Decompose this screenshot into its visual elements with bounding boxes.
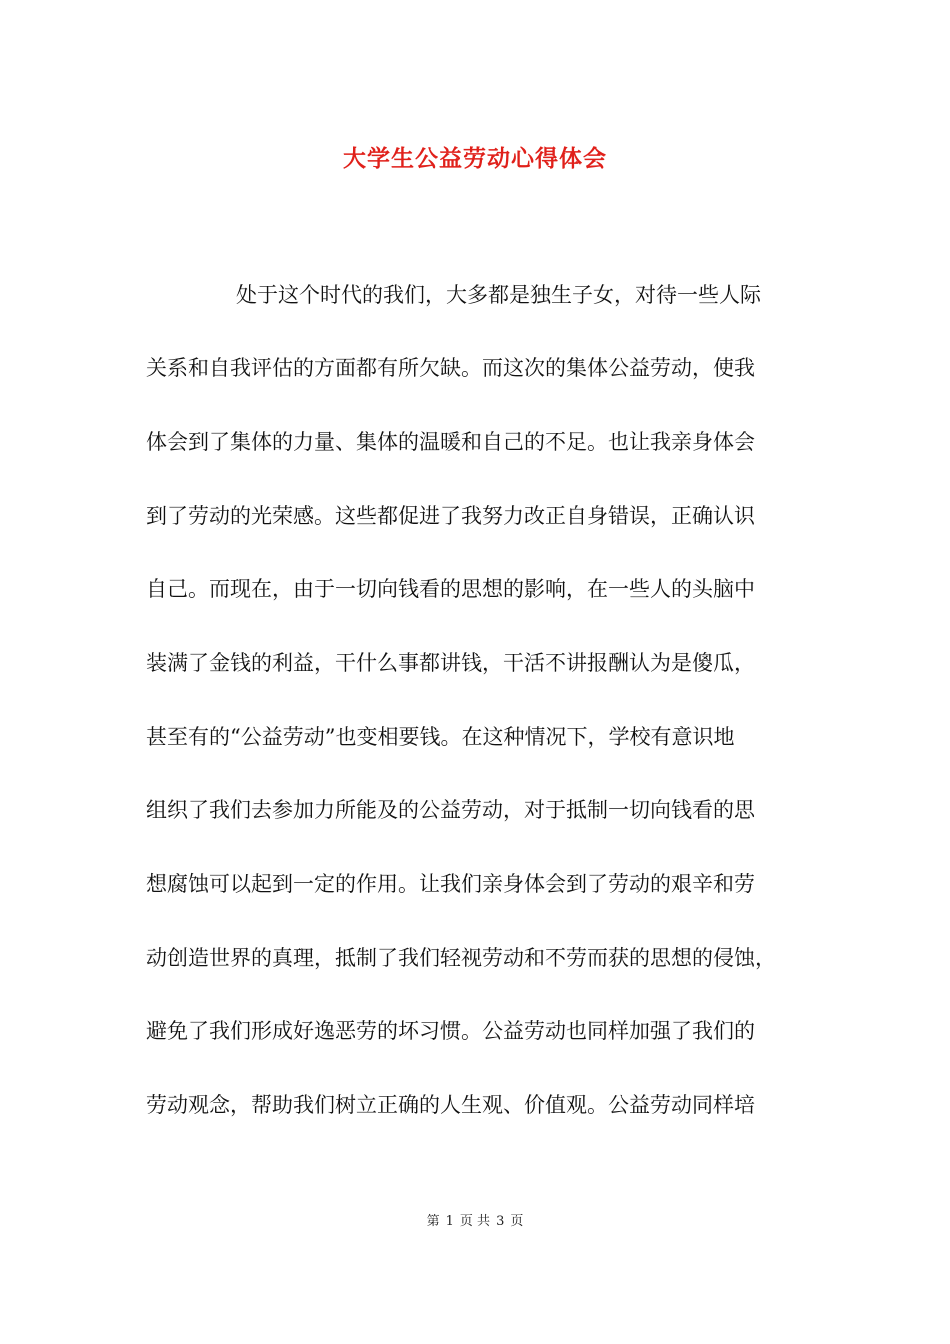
paragraph-line: 关系和自我评估的方面都有所欠缺。而这次的集体公益劳动，使我	[146, 356, 755, 380]
paragraph-line: 劳动观念，帮助我们树立正确的人生观、价值观。公益劳动同样培	[146, 1093, 755, 1117]
paragraph-line: 自己。而现在，由于一切向钱看的思想的影响，在一些人的头脑中	[146, 577, 755, 601]
footer-suffix: 页	[510, 1214, 524, 1229]
footer-prefix: 第	[426, 1214, 440, 1229]
footer-mid: 页 共	[459, 1214, 491, 1229]
paragraph-line: 到了劳动的光荣感。这些都促进了我努力改正自身错误，正确认识	[146, 504, 755, 528]
paragraph-line: 装满了金钱的利益，干什么事都讲钱，干活不讲报酬认为是傻瓜，	[146, 651, 755, 675]
footer-total-pages: 3	[496, 1214, 505, 1229]
paragraph-line: 甚至有的“公益劳动”也变相要钱。在这种情况下，学校有意识地	[146, 725, 735, 749]
paragraph-line: 动创造世界的真理，抵制了我们轻视劳动和不劳而获的思想的侵蚀，	[146, 946, 776, 970]
paragraph-line: 组织了我们去参加力所能及的公益劳动，对于抵制一切向钱看的思	[146, 798, 755, 822]
paragraph-line: 体会到了集体的力量、集体的温暖和自己的不足。也让我亲身体会	[146, 430, 755, 454]
page-footer	[0, 1210, 950, 1229]
paragraph-line: 处于这个时代的我们，大多都是独生子女，对待一些人际	[236, 283, 761, 307]
paragraph-line: 想腐蚀可以起到一定的作用。让我们亲身体会到了劳动的艰辛和劳	[146, 872, 755, 896]
footer-page-number: 1	[445, 1214, 454, 1229]
paragraph-line: 避免了我们形成好逸恶劳的坏习惯。公益劳动也同样加强了我们的	[146, 1019, 755, 1043]
document-title: 大学生公益劳动心得体会	[343, 145, 607, 172]
